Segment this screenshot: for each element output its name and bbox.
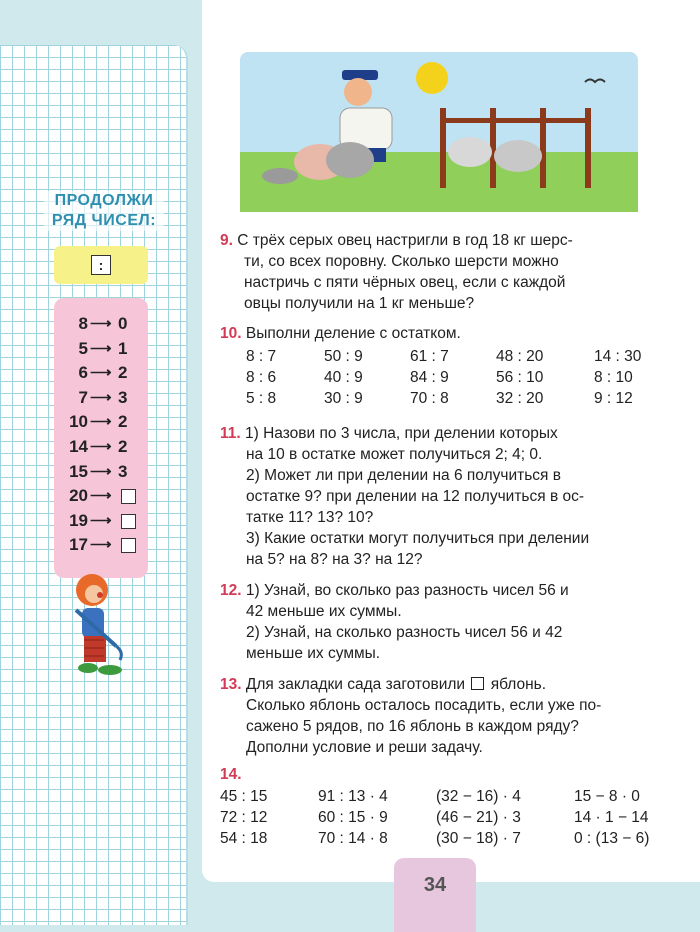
math-expression: (30 − 18) · 7: [436, 830, 521, 847]
task-9: [220, 230, 660, 314]
division-expression: 8 : 10: [594, 369, 633, 386]
blank-box: [471, 677, 484, 690]
margin-column: [0, 0, 200, 932]
task-13: [220, 674, 660, 758]
page-number-tab: [394, 858, 476, 932]
math-expression: (46 − 21) · 3: [436, 809, 521, 826]
task-text-line: на 5? на 8? на 3? на 12?: [246, 551, 423, 568]
division-expression: 56 : 10: [496, 369, 544, 386]
math-expression: 60 : 15 · 9: [318, 809, 388, 826]
task-text-line: 2) Может ли при делении на 6 получиться в: [246, 467, 561, 484]
task-number: 12.: [220, 582, 242, 599]
sequence-input: 7: [78, 387, 88, 407]
task-text-line: 1) Назови по 3 числа, при делении которых: [245, 425, 558, 442]
sequence-row: [54, 533, 148, 557]
division-expression: 14 : 30: [594, 348, 642, 365]
math-expression: 54 : 18: [220, 830, 268, 847]
operation-box: [54, 246, 148, 284]
math-expression: 72 : 12: [220, 809, 268, 826]
task-text: Выполни деление с остатком.: [245, 325, 461, 342]
task-text-line: сажено 5 рядов, по 16 яблонь в каждом ряду?: [246, 718, 579, 735]
sequence-result: 2: [118, 412, 128, 432]
task-10: [220, 323, 660, 344]
math-expression: 14 · 1 − 14: [574, 809, 649, 826]
sequence-result: 3: [118, 461, 128, 481]
task-text-line: ти, со всех поровну. Сколько шерсти можно: [244, 253, 559, 270]
arrow-icon: ⟶: [90, 339, 112, 357]
sequence-heading: [44, 191, 164, 231]
task-number: 13.: [220, 676, 242, 693]
division-expression: 8 : 7: [246, 348, 277, 365]
task-12: [220, 580, 660, 664]
division-expression: 5 : 8: [246, 390, 277, 407]
heading-line-1: ПРОДОЛЖИ: [44, 191, 164, 211]
arrow-icon: ⟶: [90, 364, 112, 382]
arrow-icon: ⟶: [90, 315, 112, 332]
task-number: 10.: [220, 325, 242, 342]
math-expression: (32 − 16) · 4: [436, 788, 521, 805]
clown-illustration: [62, 570, 142, 680]
task-text-line: С трёх серых овец настригли в год 18 кг шерс-: [237, 232, 573, 249]
sequence-row: [54, 509, 148, 533]
division-expression: 61 : 7: [410, 348, 449, 365]
arrow-icon: ⟶: [90, 413, 112, 431]
sequence-input: 6: [78, 363, 88, 383]
empty-answer-box: [121, 514, 136, 529]
sequence-input: 17: [69, 535, 88, 555]
sequence-row: [54, 410, 148, 434]
sequence-row: [54, 312, 148, 336]
sequence-row: [54, 386, 148, 410]
division-expression: 48 : 20: [496, 348, 544, 365]
sequence-input: 20: [69, 486, 88, 506]
arrow-icon: ⟶: [90, 511, 112, 529]
sequence-result: 2: [118, 363, 128, 383]
task-text-line: 2) Узнай, на сколько разность чисел 56 и 42: [246, 624, 563, 641]
sequence-row: [54, 484, 148, 508]
arrow-icon: ⟶: [90, 388, 112, 406]
sequence-input: 10: [69, 412, 88, 432]
sequence-input: 8: [78, 314, 88, 333]
task-text-line: остатке 9? при делении на 12 получиться в ос-: [246, 488, 585, 505]
sequence-result: 2: [118, 437, 128, 456]
sequence-result: 1: [118, 338, 128, 358]
sequence-row: [54, 435, 148, 459]
task-text-line: Сколько яблонь осталось посадить, если уже по-: [246, 697, 602, 714]
task-text-line: Дополни условие и реши задачу.: [246, 739, 483, 756]
task-text-line: настричь с пяти чёрных овец, если с каждой: [244, 274, 566, 291]
division-expression: 70 : 8: [410, 390, 449, 407]
sequence-result: 0: [118, 314, 128, 333]
division-expression: 40 : 9: [324, 369, 363, 386]
division-expression: 8 : 6: [246, 369, 277, 386]
division-expression: 30 : 9: [324, 390, 363, 407]
sequence-result: 3: [118, 387, 128, 407]
math-expression: 70 : 14 · 8: [318, 830, 388, 847]
task-text-line: 42 меньше их суммы.: [246, 603, 402, 620]
sequence-row: [54, 337, 148, 361]
math-expression: 15 − 8 · 0: [574, 788, 640, 805]
task-text-line: татке 11? 13? 10?: [246, 509, 374, 526]
sequence-row: [54, 460, 148, 484]
page-number: 34: [423, 874, 447, 896]
number-sequence-panel: [54, 298, 148, 578]
task-text-line: на 10 в остатке может получиться 2; 4; 0.: [246, 446, 543, 463]
sequence-row: [54, 361, 148, 385]
task-number: 11.: [220, 425, 241, 442]
empty-answer-box: [121, 538, 136, 553]
empty-answer-box: [121, 489, 136, 504]
sequence-input: 15: [69, 461, 88, 481]
arrow-icon: ⟶: [90, 536, 112, 554]
task-text-line: 3) Какие остатки могут получиться при делении: [246, 530, 590, 547]
task-14: [220, 764, 660, 785]
task-number: 14.: [220, 766, 242, 783]
division-expression: 84 : 9: [410, 369, 449, 386]
task-number: 9.: [220, 232, 233, 249]
math-expression: 0 : (13 − 6): [574, 830, 650, 847]
division-expression: 32 : 20: [496, 390, 544, 407]
task-text-line: овцы получили на 1 кг меньше?: [244, 295, 475, 312]
math-expression: 45 : 15: [220, 788, 268, 805]
task-11: [220, 423, 660, 570]
division-expression: 9 : 12: [594, 390, 633, 407]
sequence-input: 19: [69, 510, 88, 530]
division-symbol: :: [91, 255, 111, 275]
sequence-input: 14: [69, 437, 88, 456]
task-text: Для закладки сада заготовили: [245, 676, 466, 693]
math-expression: 91 : 13 · 4: [318, 788, 388, 805]
arrow-icon: ⟶: [90, 462, 112, 480]
sequence-input: 5: [78, 338, 88, 358]
task-text-line: 1) Узнай, во сколько раз разность чисел 56 и: [245, 582, 569, 599]
arrow-icon: ⟶: [90, 487, 112, 505]
heading-line-2: РЯД ЧИСЕЛ:: [44, 211, 164, 231]
division-expression: 50 : 9: [324, 348, 363, 365]
task-text: яблонь.: [490, 676, 547, 693]
task-text-line: меньше их суммы.: [246, 645, 381, 662]
sheep-shearing-illustration: [240, 52, 638, 212]
arrow-icon: ⟶: [90, 438, 112, 455]
